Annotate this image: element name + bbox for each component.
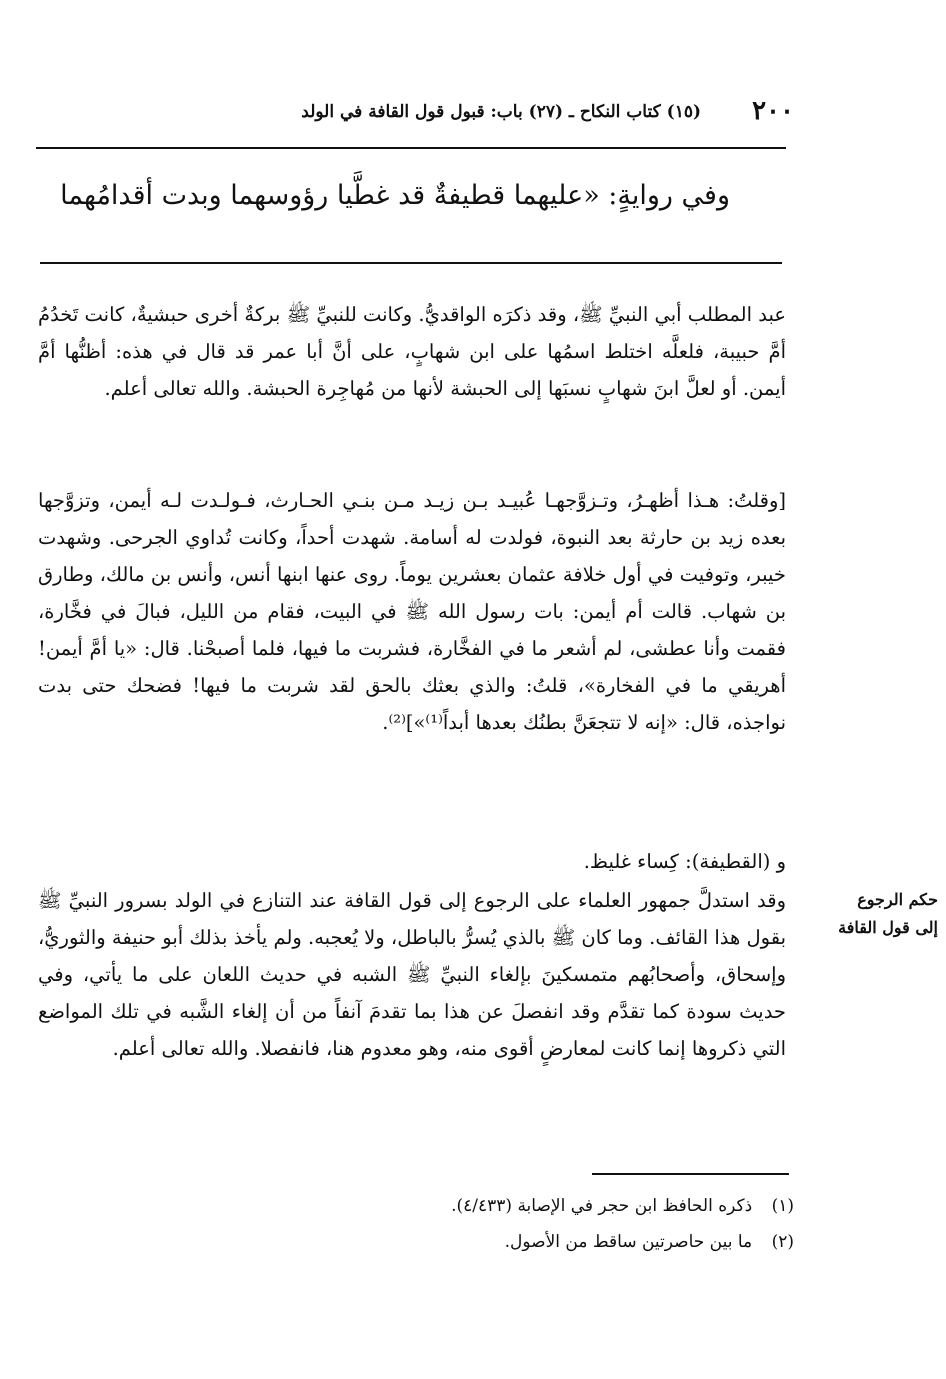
footnotes — [194, 1188, 794, 1260]
margin-note-line-2: إلى قول القافة — [838, 918, 938, 937]
page-number: ٢٠٠ — [752, 96, 794, 126]
footnote-number: (٢) — [771, 1232, 794, 1252]
paragraph-text: عبد المطلب أبي النبيِّ ﷺ، وقد ذكرَه الواقديُّ. وكانت للنبيِّ ﷺ بركةٌ أخرى حبشيةٌ، كانت تَخدُمُ أمَّ حبيبة، فلعلَّه اختلط اسمُها على ابن شهابٍ، على أنَّ أبا عمر قد قال في هذه: أظنُّها أمَّ أيمن. أو لعلَّ ابنَ شهابٍ نسبَها إلى الحبشة لأنها من مُهاجِرة الحبشة. والله تعالى أعلم. — [38, 303, 786, 400]
hadith-text-line: وفي روايةٍ: «عليهما قطيفةٌ قد غطَّيا رؤوسهما وبدت أقدامُهما — [60, 180, 730, 211]
footnote-number: (١) — [771, 1196, 794, 1216]
footnote-rule — [592, 1173, 789, 1175]
paragraph-text: [وقلتُ: هـذا أظهـرُ، وتـزوَّجهـا عُبيـد بـن زيـد مـن بنـي الحـارث، فـولـدت لـه أيمن، وتزوَّجها بعده زيد بن حارثة بعد النبوة، فولدت له أسامة. شهدت أحداً، وكانت تُداوي الجرحى. وشهدت خيبر، وتوفيت في أول خلافة عثمان بعشرين يوماً. روى عنها ابنها أنس، وأنس بن مالك، وطارق بن شهاب. قالت أم أيمن: بات رسول الله ﷺ في البيت، فقام من الليل، فبالَ في فخَّارة، فقمت وأنا عطشى، لم أشعر ما في الفخَّارة، فشربت ما فيها، فلما أصبحْنا. قال: «يا أمَّ أيمن! أهريقي ما في الفخارة»، قلتُ: والذي بعثك بالحق لقد شربت ما فيها! فضحك حتى بدت نواجذه، قال: «إنه لا تتجعَنَّ بطنُك بعدها أبداً⁽¹⁾»]⁽²⁾. — [38, 489, 786, 734]
paragraph-text: و (القطيفة): كِساء غليظ. — [583, 850, 786, 873]
header-rule — [36, 147, 786, 149]
paragraph-3 — [38, 843, 786, 880]
running-title: (١٥) كتاب النكاح ـ (٢٧) باب: قبول قول القافة في الولد — [301, 102, 701, 122]
paragraph-text: وقد استدلَّ جمهور العلماء على الرجوع إلى قول القافة عند التنازع في الولد بسرور النبيِّ ﷺ بقول هذا القائف. وما كان ﷺ بالذي يُسرُّ بالباطل، ولا يُعجبه. ولم يأخذ بذلك أبو حنيفة والثوريُّ، وإسحاق، وأصحابُهم متمسكينَ بإلغاء النبيِّ ﷺ الشبه في حديث اللعان على ما يأتي، وفي حديث سودة كما تقدَّم وقد انفصلَ عن هذا بما تقدمَ آنفاً من أن إلغاء الشَّبه في تلك المواضع التي ذكروها إنما كانت لمعارضٍ أقوى منه، وهو معدوم هنا، فانفصلا. والله تعالى أعلم. — [38, 889, 786, 1060]
paragraph-1 — [38, 296, 786, 407]
footnote-text: ما بين حاصرتين ساقط من الأصول. — [504, 1232, 753, 1252]
margin-note-line-1: حكم الرجوع — [857, 890, 938, 909]
paragraph-4 — [38, 882, 786, 1067]
page-header — [0, 96, 946, 134]
paragraph-2 — [38, 482, 786, 741]
margin-note — [798, 886, 938, 942]
footnote-text: ذكره الحافظ ابن حجر في الإصابة (٤/٤٣٣). — [451, 1196, 753, 1216]
section-divider — [40, 262, 782, 264]
footnote-2 — [194, 1224, 794, 1260]
footnote-1 — [194, 1188, 794, 1224]
